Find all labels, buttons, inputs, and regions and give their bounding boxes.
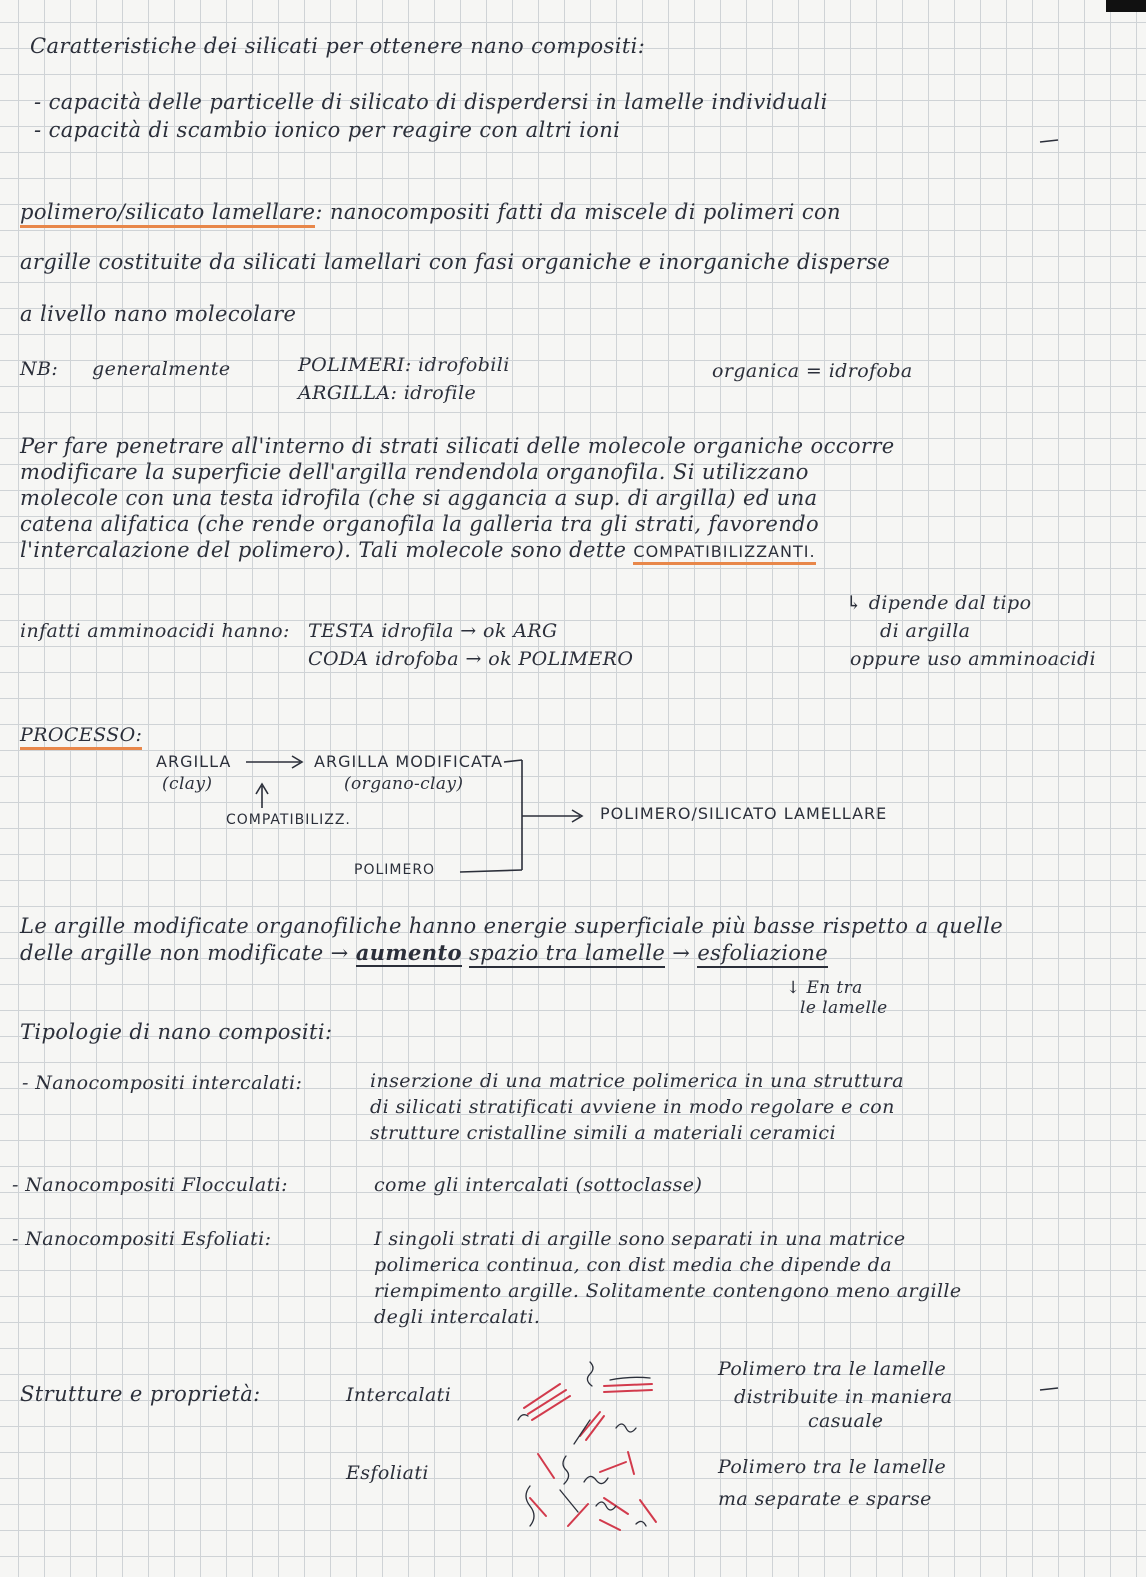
- types-title: Tipologie di nano compositi:: [20, 1020, 333, 1044]
- intercalati-desc-2: distribuite in maniera: [734, 1386, 953, 1408]
- structures-title: Strutture e proprietà:: [20, 1382, 261, 1406]
- type-1-line-2: di silicati stratificati avviene in modo regolare e con: [370, 1096, 895, 1118]
- nb-argilla: ARGILLA: idrofile: [298, 382, 477, 404]
- nb-label: NB:: [20, 358, 59, 380]
- definition-line-1-rest: : nanocompositi fatti da miscele di polimeri con: [315, 200, 841, 224]
- definition-term: polimero/silicato lamellare: [20, 200, 315, 228]
- structures-intercalati: Intercalati: [346, 1384, 452, 1406]
- branch-note-line-1: ↳ dipende dal tipo: [846, 592, 1032, 614]
- process-compat: COMPATIBILIZZ.: [226, 812, 351, 828]
- energy-aumento: aumento: [355, 940, 462, 965]
- amino-prefix: infatti amminoacidi hanno:: [20, 620, 290, 642]
- intercalati-desc-3: casuale: [808, 1410, 884, 1432]
- type-3-line-3: riempimento argille. Solitamente contengono meno argille: [374, 1280, 962, 1302]
- nb-polimeri: POLIMERI: idrofobili: [298, 354, 510, 376]
- amino-tail: CODA idrofoba → ok POLIMERO: [308, 648, 634, 670]
- type-1-line-1: inserzione di una matrice polimerica in una struttura: [370, 1070, 904, 1092]
- branch-note-line-2: di argilla: [880, 620, 971, 642]
- energy-arrow: →: [672, 941, 691, 965]
- definition-line-3: a livello nano molecolare: [20, 302, 297, 326]
- energy-line-2-a: delle argille non modificate →: [20, 941, 349, 965]
- paragraph-line-1: Per fare penetrare all'interno di strati silicati delle molecole organiche occorre: [20, 434, 895, 458]
- nb-prefix: generalmente: [92, 358, 231, 380]
- process-polimero: POLIMERO: [354, 862, 436, 878]
- process-label: PROCESSO:: [20, 724, 142, 750]
- type-3-label: - Nanocompositi Esfoliati:: [12, 1228, 272, 1250]
- amino-head: TESTA idrofila → ok ARG: [308, 620, 558, 642]
- type-3-line-1: I singoli strati di argille sono separati in una matrice: [374, 1228, 906, 1250]
- intercalati-desc-1: Polimero tra le lamelle: [718, 1358, 947, 1380]
- intro-bullet-2: - capacità di scambio ionico per reagire con altri ioni: [34, 118, 621, 142]
- esfoliati-desc-1: Polimero tra le lamelle: [718, 1456, 947, 1478]
- intro-title: Caratteristiche dei silicati per ottenere nano compositi:: [30, 34, 646, 58]
- energy-spazio: spazio tra lamelle: [469, 941, 665, 968]
- esfoliati-desc-2: ma separate e sparse: [718, 1488, 932, 1510]
- nb-side-note: organica = idrofoba: [712, 360, 913, 382]
- process-modificata: ARGILLA MODIFICATA: [314, 752, 504, 771]
- type-3-line-2: polimerica continua, con dist media che dipende da: [374, 1254, 892, 1276]
- intercalati-sketch: [518, 1362, 652, 1444]
- compatibilizzanti-term: COMPATIBILIZZANTI.: [633, 542, 815, 565]
- paragraph-line-4: catena alifatica (che rende organofila la galleria tra gli strati, favorendo: [20, 512, 820, 536]
- paragraph-line-3: molecole con una testa idrofila (che si aggancia a sup. di argilla) ed una: [20, 486, 818, 510]
- process-result: POLIMERO/SILICATO LAMELLARE: [600, 804, 888, 823]
- esfoliati-sketch: [526, 1452, 656, 1530]
- type-3-line-4: degli intercalati.: [374, 1306, 541, 1328]
- process-argilla: ARGILLA: [156, 752, 232, 771]
- energy-line-1: Le argille modificate organofiliche hanno energie superficiale più basse rispetto a quelle: [20, 914, 1004, 938]
- energy-esfoliazione: esfoliazione: [697, 941, 828, 968]
- structures-esfoliati: Esfoliati: [346, 1462, 429, 1484]
- type-2-label: - Nanocompositi Flocculati:: [12, 1174, 288, 1196]
- intro-bullet-1: - capacità delle particelle di silicato di disperdersi in lamelle individuali: [34, 90, 828, 114]
- type-2-line-1: come gli intercalati (sottoclasse): [374, 1174, 703, 1196]
- energy-note-2: le lamelle: [800, 998, 888, 1018]
- type-1-label: - Nanocompositi intercalati:: [22, 1072, 303, 1094]
- branch-note-line-3: oppure uso amminoacidi: [850, 648, 1097, 670]
- process-argilla-en: (clay): [162, 774, 213, 794]
- paragraph-line-5-a: l'intercalazione del polimero). Tali molecole sono dette: [20, 538, 627, 562]
- type-1-line-3: strutture cristalline simili a materiali ceramici: [370, 1122, 836, 1144]
- definition-line-2: argille costituite da silicati lamellari con fasi organiche e inorganiche disperse: [20, 250, 891, 274]
- process-modificata-en: (organo-clay): [344, 774, 464, 794]
- paragraph-line-2: modificare la superficie dell'argilla rendendola organofila. Si utilizzano: [20, 460, 809, 484]
- energy-note-1: ↓ En tra: [786, 978, 863, 998]
